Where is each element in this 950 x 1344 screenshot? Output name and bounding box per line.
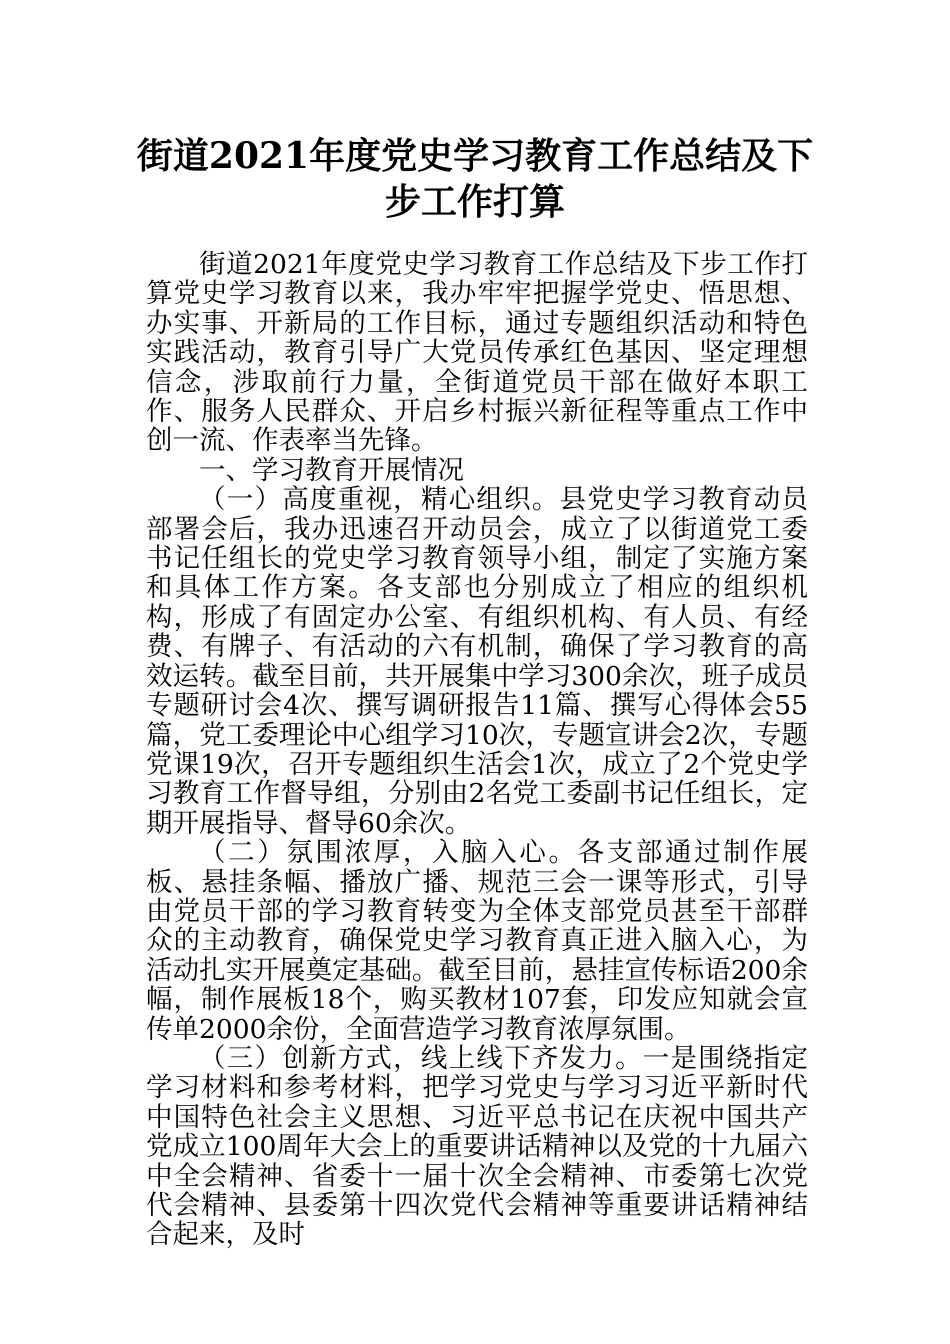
document-title: 街道2021年度党史学习教育工作总结及下步工作打算 <box>136 135 814 223</box>
paragraph-3: （三）创新方式，线上线下齐发力。一是围绕指定学习材料和参考材料，把学习党史与学习习近平新时代中国特色社会主义思想、习近平总书记在庆祝中国共产党成立100周年大会上的重要讲话精神以及党的十九届六中全会精神、省委十一届十次全会精神、市委第七次党代会精神、县委第十四次党代会精神等重要讲话精神结合起来，及时 <box>146 1042 808 1251</box>
paragraph-1: （一）高度重视，精心组织。县党史学习教育动员部署会后，我办迅速召开动员会，成立了以街道党工委书记任组长的党史学习教育领导小组，制定了实施方案和具体工作方案。各支部也分别成立了相应的组织机构，形成了有固定办公室、有组织机构、有人员、有经费、有牌子、有活动的六有机制，确保了学习教育的高效运转。截至目前，共开展集中学习300余次，班子成员专题研讨会4次、撰写调研报告11篇、撰写心得体会55篇，党工委理论中心组学习10次，专题宣讲会2次，专题党课19次，召开专题组织生活会1次，成立了2个党史学习教育工作督导组，分别由2名党工委副书记任组长，定期开展指导、督导60余次。 <box>146 484 808 839</box>
paragraph-2: （二）氛围浓厚，入脑入心。各支部通过制作展板、悬挂条幅、播放广播、规范三会一课等形式，引导由党员干部的学习教育转变为全体支部党员甚至干部群众的主动教育，确保党史学习教育真正进入脑入心，为活动扎实开展奠定基础。截至目前，悬挂宣传标语200余幅，制作展板18个，购买教材107套，印发应知就会宣传单2000余份，全面营造学习教育浓厚氛围。 <box>146 837 808 1045</box>
document-body <box>146 250 808 1250</box>
section-heading-1: 一、学习教育开展情况 <box>199 454 464 486</box>
paragraph-intro: 街道2021年度党史学习教育工作总结及下步工作打算党史学习教育以来，我办牢牢把握学党史、悟思想、办实事、开新局的工作目标，通过专题组织活动和特色实践活动，教育引导广大党员传承红色基因、坚定理想信念，涉取前行力量，全街道党员干部在做好本职工作、服务人民群众、开启乡村振兴新征程等重点工作中创一流、作表率当先锋。 <box>146 249 808 457</box>
